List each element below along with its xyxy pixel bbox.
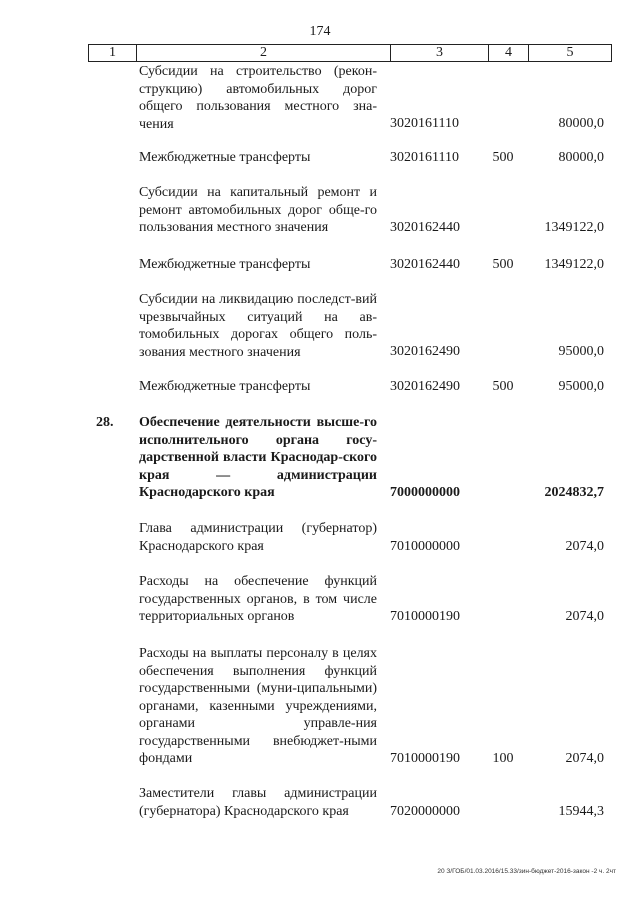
row-number: 28. (96, 415, 114, 430)
row-name: Заместители главы администрации (губернатора) Краснодарского края (139, 786, 377, 819)
row-name: Расходы на выплаты персоналу в целях обеспечения выполнения функций государственными (муни-ципальными) органами, казенными учреждениями, органами управле-ния государственными внебюджет-ными фондами (139, 646, 377, 766)
row-amount: 1349122,0 (544, 220, 604, 235)
column-header-5: 5 (566, 45, 574, 60)
row-code: 7000000000 (390, 485, 460, 500)
row-name: Межбюджетные трансферты (139, 379, 311, 394)
row-name: Расходы на обеспечение функций государственных органов, в том числе территориальных органов (139, 574, 377, 624)
row-amount: 2024832,7 (544, 485, 604, 500)
row-type: 500 (492, 257, 514, 272)
row-code: 7010000190 (390, 751, 460, 766)
row-amount: 95000,0 (558, 379, 604, 394)
column-header-1: 1 (89, 45, 137, 61)
row-code: 3020162490 (390, 344, 460, 359)
row-type: 500 (492, 150, 514, 165)
column-header-4: 4 (489, 45, 529, 61)
row-amount: 15944,3 (558, 804, 604, 819)
column-header-3: 3 (391, 45, 489, 61)
footer-reference: 20 З/ГОБ/01.03.2016/15.33/зин-бюджет-2016-закон -2 ч. 2чт (437, 868, 616, 875)
row-amount: 95000,0 (558, 344, 604, 359)
row-type: 100 (492, 751, 514, 766)
row-code: 3020161110 (390, 150, 459, 165)
row-type: 500 (492, 379, 514, 394)
row-name: Субсидии на капитальный ремонт и ремонт автомобильных дорог обще-го пользования местного значения (139, 185, 377, 235)
row-name: Субсидии на строительство (рекон-струкцию) автомобильных дорог общего пользования местного зна-чения (139, 64, 377, 132)
row-amount: 80000,0 (558, 116, 604, 131)
row-code: 3020162490 (390, 379, 460, 394)
row-code: 7010000000 (390, 539, 460, 554)
table-header (88, 44, 612, 62)
row-amount: 1349122,0 (544, 257, 604, 272)
row-name: Глава администрации (губернатор) Краснодарского края (139, 521, 377, 554)
row-amount: 2074,0 (565, 609, 604, 624)
page-number: 174 (309, 24, 331, 39)
row-code: 3020162440 (390, 257, 460, 272)
row-code: 3020161110 (390, 116, 459, 131)
row-code: 7020000000 (390, 804, 460, 819)
row-name: Межбюджетные трансферты (139, 150, 311, 165)
row-amount: 2074,0 (565, 751, 604, 766)
row-name: Межбюджетные трансферты (139, 257, 311, 272)
row-amount: 80000,0 (558, 150, 604, 165)
row-amount: 2074,0 (565, 539, 604, 554)
column-header-2: 2 (137, 45, 391, 61)
row-code: 3020162440 (390, 220, 460, 235)
row-code: 7010000190 (390, 609, 460, 624)
row-name: Обеспечение деятельности высше-го исполнительного органа госу-дарственной власти Краснодар-ского края — администрации Краснодарского края (139, 415, 377, 500)
row-name: Субсидии на ликвидацию последст-вий чрезвычайных ситуаций на ав-томобильных дорогах общего поль-зования местного значения (139, 292, 377, 360)
